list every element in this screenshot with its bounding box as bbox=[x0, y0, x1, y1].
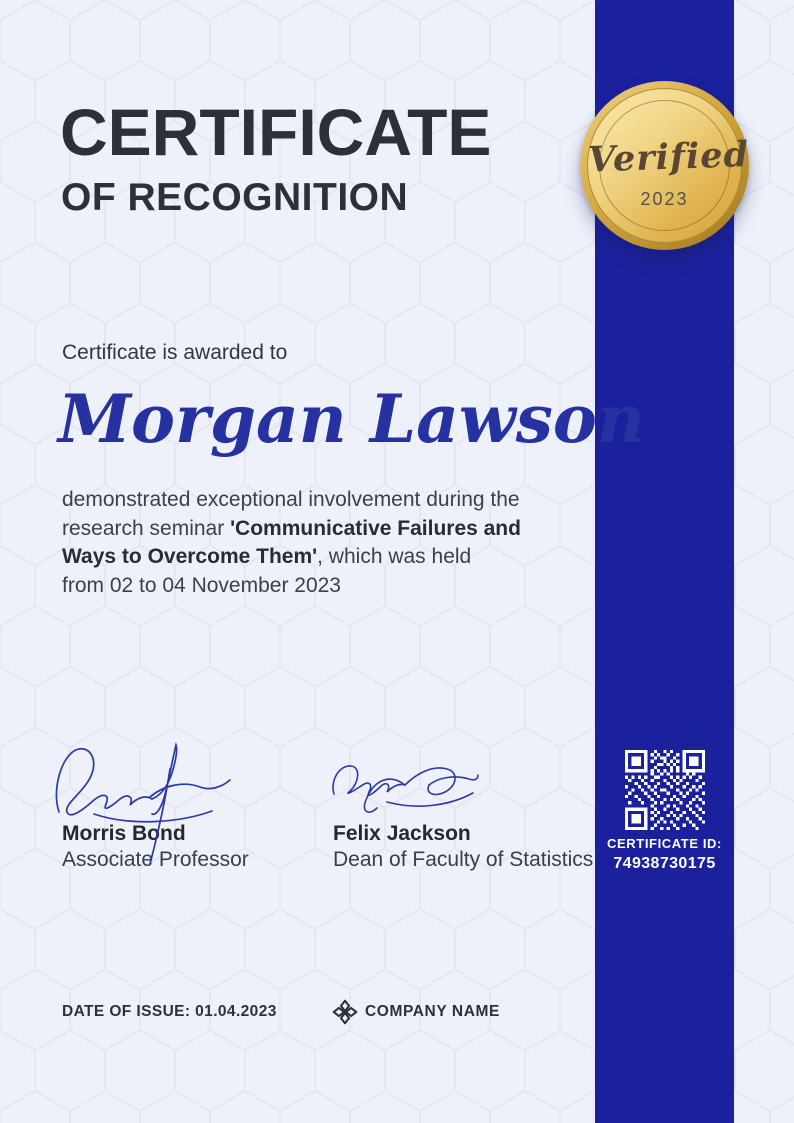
description-line-3: Ways to Overcome Them', which was held bbox=[62, 545, 472, 568]
signatory-2-role: Dean of Faculty of Statistics bbox=[333, 848, 594, 871]
company-logo-icon bbox=[332, 999, 358, 1025]
certificate-title: CERTIFICATE bbox=[60, 95, 492, 169]
signatory-1-role: Associate Professor bbox=[62, 848, 249, 871]
certificate-id-label: CERTIFICATE ID: bbox=[607, 836, 722, 851]
signatory-2-name: Felix Jackson bbox=[333, 822, 471, 845]
certificate-id-value: 74938730175 bbox=[613, 855, 716, 872]
award-description bbox=[62, 486, 521, 600]
date-of-issue: DATE OF ISSUE: 01.04.2023 bbox=[62, 1003, 277, 1020]
medal-verified-label: Verified bbox=[587, 134, 750, 181]
seminar-title-part-2: Ways to Overcome Them' bbox=[62, 545, 318, 568]
certificate-subtitle: OF RECOGNITION bbox=[61, 176, 409, 219]
description-line-1: demonstrated exceptional involvement during the bbox=[62, 488, 520, 511]
recipient-name: Morgan Lawson bbox=[58, 380, 645, 458]
certificate-id-block bbox=[595, 836, 734, 873]
awarded-to-label: Certificate is awarded to bbox=[62, 341, 288, 364]
company-name: COMPANY NAME bbox=[365, 1003, 500, 1020]
medal-face bbox=[587, 88, 750, 243]
qr-code bbox=[625, 750, 705, 830]
description-line-4: from 02 to 04 November 2023 bbox=[62, 573, 341, 597]
signatory-1-name: Morris Bond bbox=[62, 822, 186, 845]
medal-year: 2023 bbox=[640, 189, 689, 209]
verified-medal bbox=[580, 81, 749, 250]
seminar-title-part-1: 'Communicative Failures and bbox=[230, 516, 521, 540]
description-line-2: research seminar 'Communicative Failures and bbox=[62, 516, 521, 540]
